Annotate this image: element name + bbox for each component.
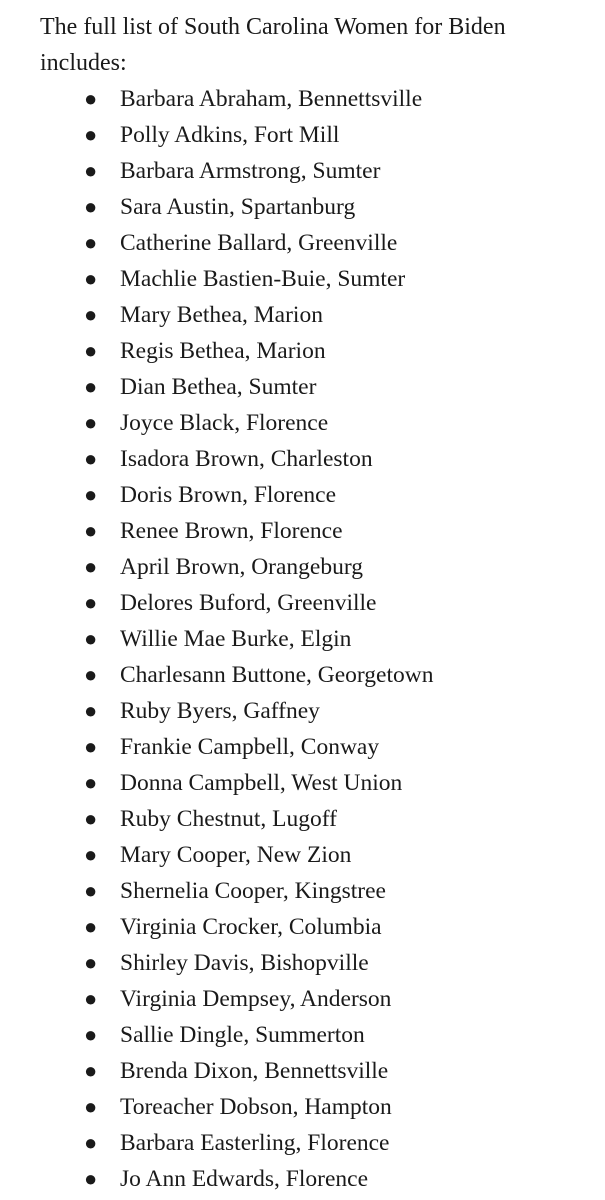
bullet-icon: ● <box>84 878 98 903</box>
bullet-icon: ● <box>84 914 98 939</box>
list-item <box>40 477 585 513</box>
bullet-icon: ● <box>84 554 98 579</box>
list-item-text: Barbara Easterling, Florence <box>120 1130 390 1156</box>
list-item <box>40 909 585 945</box>
bullet-icon: ● <box>84 446 98 471</box>
bullet-icon: ● <box>84 950 98 975</box>
list-item-text: Isadora Brown, Charleston <box>120 446 373 472</box>
list-item-text: Joyce Black, Florence <box>120 410 329 436</box>
list-item <box>40 441 585 477</box>
bullet-icon: ● <box>84 194 98 219</box>
bullet-icon: ● <box>84 1022 98 1047</box>
list-item-text: Willie Mae Burke, Elgin <box>120 626 352 652</box>
list-item <box>40 549 585 585</box>
intro-paragraph: The full list of South Carolina Women for Biden includes: <box>40 14 506 76</box>
list-item-text: Ruby Chestnut, Lugoff <box>120 806 337 832</box>
list-item-text: Brenda Dixon, Bennettsville <box>120 1058 389 1084</box>
list-item-text: Dian Bethea, Sumter <box>120 374 317 400</box>
list-item-text: Renee Brown, Florence <box>120 518 343 544</box>
supporter-list <box>40 81 585 1197</box>
list-item <box>40 801 585 837</box>
list-item <box>40 297 585 333</box>
list-item <box>40 153 585 189</box>
list-item-text: Catherine Ballard, Greenville <box>120 230 398 256</box>
bullet-icon: ● <box>84 338 98 363</box>
list-item <box>40 729 585 765</box>
bullet-icon: ● <box>84 302 98 327</box>
bullet-icon: ● <box>84 86 98 111</box>
bullet-icon: ● <box>84 842 98 867</box>
list-item-text: Doris Brown, Florence <box>120 482 337 508</box>
bullet-icon: ● <box>84 158 98 183</box>
bullet-icon: ● <box>84 626 98 651</box>
bullet-icon: ● <box>84 374 98 399</box>
list-item <box>40 837 585 873</box>
list-item-text: Machlie Bastien-Buie, Sumter <box>120 266 406 292</box>
list-item <box>40 81 585 117</box>
list-item-text: Toreacher Dobson, Hampton <box>120 1094 392 1120</box>
list-item-text: Virginia Dempsey, Anderson <box>120 986 392 1012</box>
bullet-icon: ● <box>84 230 98 255</box>
list-item <box>40 1089 585 1125</box>
list-item-text: Mary Bethea, Marion <box>120 302 323 328</box>
bullet-icon: ● <box>84 698 98 723</box>
bullet-icon: ● <box>84 518 98 543</box>
list-item <box>40 981 585 1017</box>
list-item-text: Mary Cooper, New Zion <box>120 842 352 868</box>
list-item-text: Ruby Byers, Gaffney <box>120 698 320 724</box>
list-item <box>40 333 585 369</box>
list-item-text: Regis Bethea, Marion <box>120 338 326 364</box>
list-item-text: Donna Campbell, West Union <box>120 770 403 796</box>
list-item-text: Barbara Armstrong, Sumter <box>120 158 381 184</box>
list-item-text: Shirley Davis, Bishopville <box>120 950 369 976</box>
list-item-text: Frankie Campbell, Conway <box>120 734 380 760</box>
list-item <box>40 513 585 549</box>
bullet-icon: ● <box>84 770 98 795</box>
bullet-icon: ● <box>84 806 98 831</box>
list-item-text: Virginia Crocker, Columbia <box>120 914 382 940</box>
list-item-text: Charlesann Buttone, Georgetown <box>120 662 434 688</box>
list-item <box>40 1161 585 1197</box>
list-item <box>40 765 585 801</box>
list-item <box>40 369 585 405</box>
bullet-icon: ● <box>84 1130 98 1155</box>
list-item <box>40 1053 585 1089</box>
bullet-icon: ● <box>84 1166 98 1191</box>
bullet-icon: ● <box>84 734 98 759</box>
list-item-text: Sara Austin, Spartanburg <box>120 194 356 220</box>
list-item-text: Polly Adkins, Fort Mill <box>120 122 340 148</box>
list-item <box>40 1125 585 1161</box>
bullet-icon: ● <box>84 266 98 291</box>
list-item <box>40 945 585 981</box>
bullet-icon: ● <box>84 122 98 147</box>
bullet-icon: ● <box>84 1058 98 1083</box>
list-item <box>40 621 585 657</box>
list-item-text: Jo Ann Edwards, Florence <box>120 1166 369 1192</box>
list-item-text: Shernelia Cooper, Kingstree <box>120 878 386 904</box>
list-item-text: Delores Buford, Greenville <box>120 590 377 616</box>
bullet-icon: ● <box>84 410 98 435</box>
list-item <box>40 405 585 441</box>
list-item <box>40 117 585 153</box>
list-item <box>40 1017 585 1053</box>
list-item <box>40 693 585 729</box>
list-item <box>40 225 585 261</box>
list-item <box>40 189 585 225</box>
list-item-text: Barbara Abraham, Bennettsville <box>120 86 423 112</box>
bullet-icon: ● <box>84 482 98 507</box>
bullet-icon: ● <box>84 986 98 1011</box>
bullet-icon: ● <box>84 1094 98 1119</box>
bullet-icon: ● <box>84 590 98 615</box>
list-item <box>40 585 585 621</box>
list-item-text: Sallie Dingle, Summerton <box>120 1022 365 1048</box>
list-item-text: April Brown, Orangeburg <box>120 554 364 580</box>
list-item <box>40 657 585 693</box>
list-item <box>40 873 585 909</box>
list-item <box>40 261 585 297</box>
bullet-icon: ● <box>84 662 98 687</box>
